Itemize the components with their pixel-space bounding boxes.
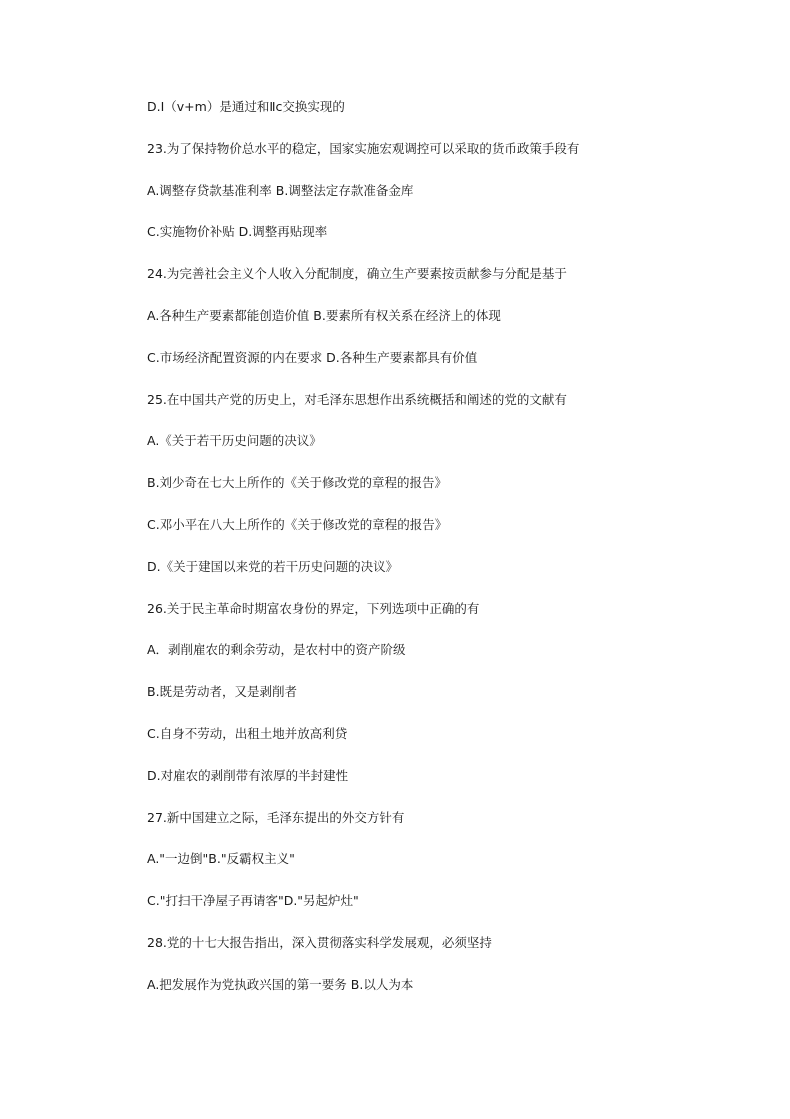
question-26: 26.关于民主革命时期富农身份的界定，下列选项中正确的有 <box>147 600 480 616</box>
option-d-q25: D.《关于建国以来党的若干历史问题的决议》 <box>147 558 399 574</box>
question-24: 24.为完善社会主义个人收入分配制度，确立生产要素按贡献参与分配是基于 <box>147 266 567 282</box>
question-28: 28.党的十七大报告指出，深入贯彻落实科学发展观，必须坚持 <box>147 934 492 950</box>
option-c-q26: C.自身不劳动，出租土地并放高利贷 <box>147 725 348 741</box>
question-25: 25.在中国共产党的历史上，对毛泽东思想作出系统概括和阐述的党的文献有 <box>147 391 567 407</box>
option-a-q25: A.《关于若干历史问题的决议》 <box>147 433 322 449</box>
options-ab-q27: A."一边倒"B."反霸权主义" <box>147 851 295 867</box>
option-a-q26: A．剥削雇农的剩余劳动，是农村中的资产阶级 <box>147 642 406 658</box>
option-c-q25: C.邓小平在八大上所作的《关于修改党的章程的报告》 <box>147 516 448 532</box>
question-27: 27.新中国建立之际，毛泽东提出的外交方针有 <box>147 809 405 825</box>
options-ab-q23: A.调整存贷款基准利率 B.调整法定存款准备金库 <box>147 182 414 198</box>
option-d-q26: D.对雇农的剥削带有浓厚的半封建性 <box>147 767 349 783</box>
options-ab-q24: A.各种生产要素都能创造价值 B.要素所有权关系在经济上的体现 <box>147 307 501 323</box>
option-d-q22: D.Ⅰ（v+m）是通过和Ⅱc交换实现的 <box>147 99 345 114</box>
option-b-q25: B.刘少奇在七大上所作的《关于修改党的章程的报告》 <box>147 475 448 491</box>
options-cd-q24: C.市场经济配置资源的内在要求 D.各种生产要素都具有价值 <box>147 349 478 365</box>
document-page <box>147 99 707 1019</box>
options-cd-q23: C.实施物价补贴 D.调整再贴现率 <box>147 224 328 240</box>
options-ab-q28: A.把发展作为党执政兴国的第一要务 B.以人为本 <box>147 976 414 992</box>
option-b-q26: B.既是劳动者，又是剥削者 <box>147 684 298 700</box>
options-cd-q27: C."打扫干净屋子再请客"D."另起炉灶" <box>147 893 359 909</box>
question-23: 23.为了保持物价总水平的稳定，国家实施宏观调控可以采取的货币政策手段有 <box>147 140 580 156</box>
